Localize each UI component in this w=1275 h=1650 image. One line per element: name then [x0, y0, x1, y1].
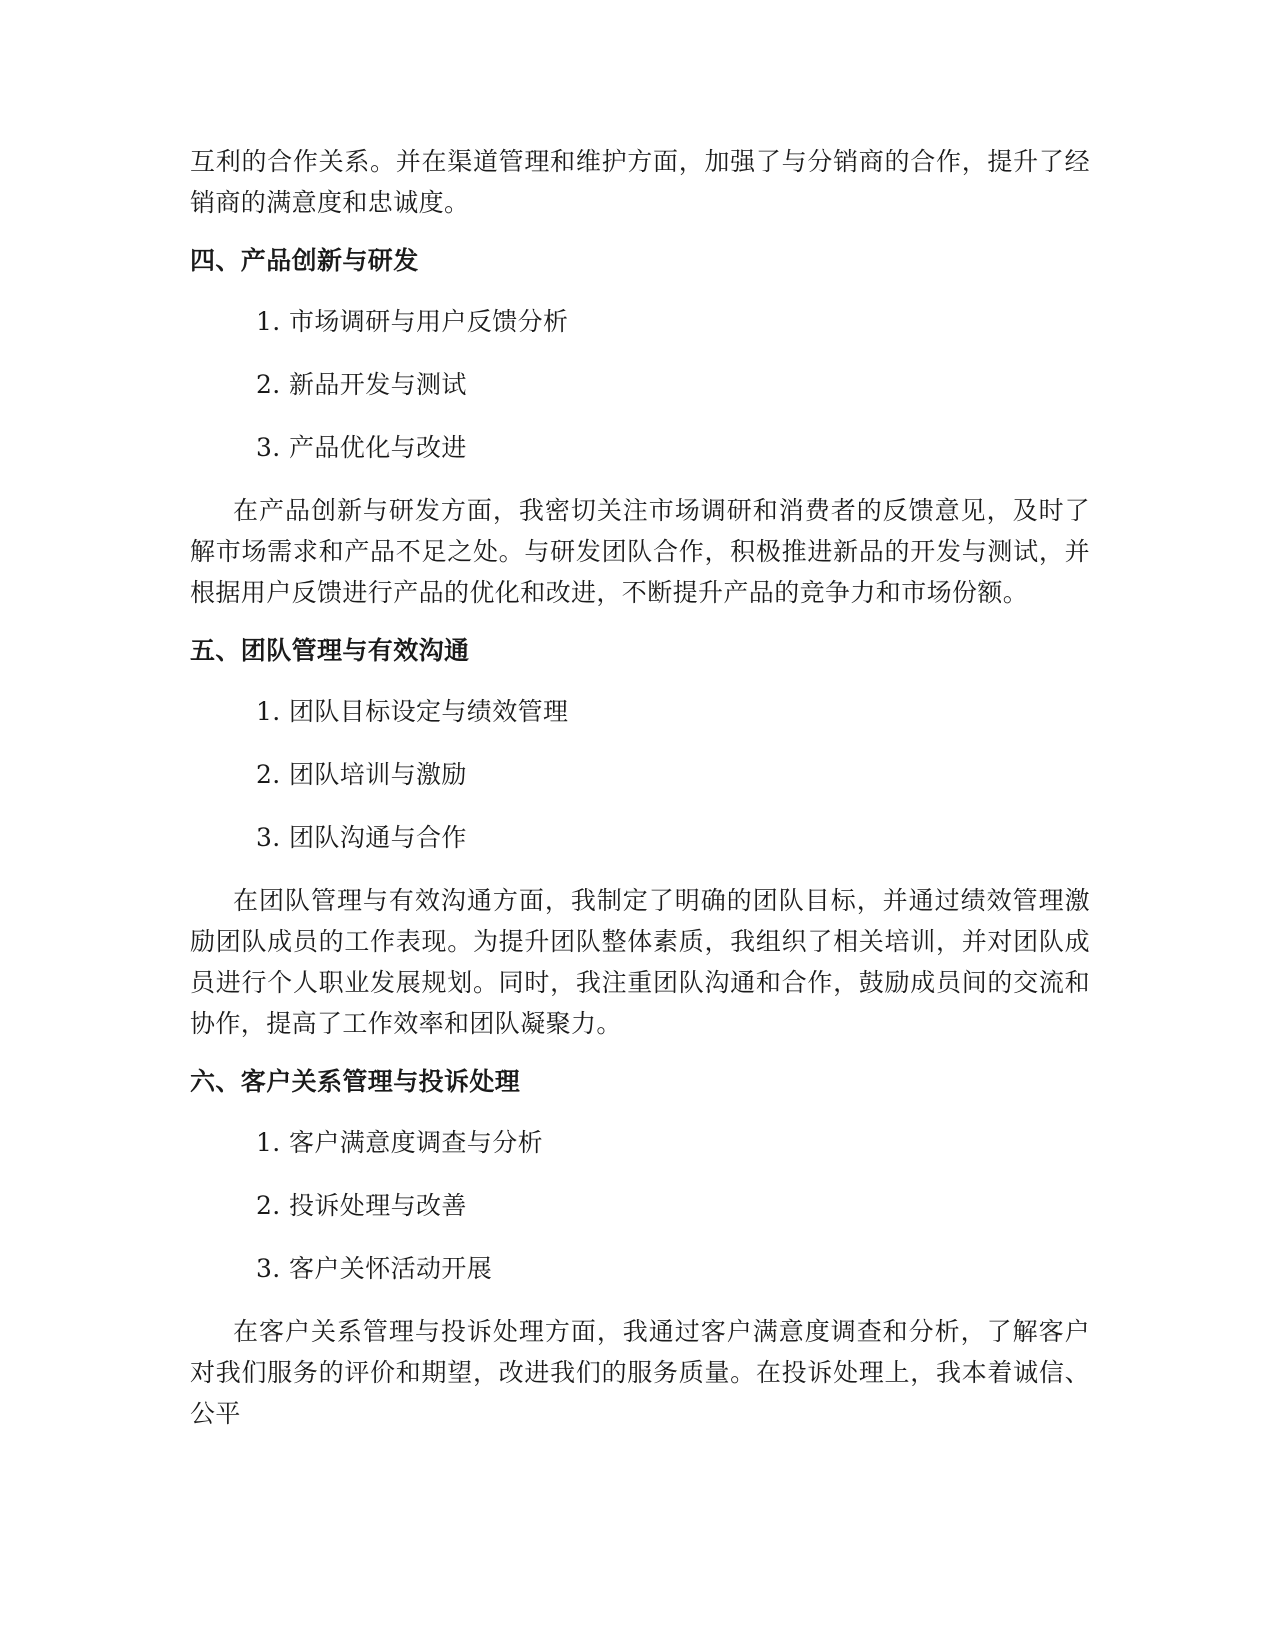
intro-paragraph: 互利的合作关系。并在渠道管理和维护方面，加强了与分销商的合作，提升了经销商的满意度和忠诚度。 [190, 147, 1090, 217]
list-item: 2. 新品开发与测试 [256, 370, 467, 399]
section-list-team-management [190, 691, 1090, 858]
list-item: 3. 团队沟通与合作 [256, 823, 467, 852]
list-item: 3. 产品优化与改进 [256, 433, 467, 462]
list-item: 1. 客户满意度调查与分析 [256, 1128, 544, 1157]
list-item: 1. 市场调研与用户反馈分析 [256, 307, 569, 336]
section-paragraph-team-management: 在团队管理与有效沟通方面，我制定了明确的团队目标，并通过绩效管理激励团队成员的工作表现。为提升团队整体素质，我组织了相关培训，并对团队成员进行个人职业发展规划。同时，我注重团队沟通和合作，鼓励成员间的交流和协作，提高了工作效率和团队凝聚力。 [190, 886, 1090, 1038]
list-item: 1. 团队目标设定与绩效管理 [256, 697, 569, 726]
list-item: 2. 投诉处理与改善 [256, 1191, 467, 1220]
section-paragraph-product-innovation: 在产品创新与研发方面，我密切关注市场调研和消费者的反馈意见，及时了解市场需求和产品不足之处。与研发团队合作，积极推进新品的开发与测试，并根据用户反馈进行产品的优化和改进，不断提升产品的竞争力和市场份额。 [190, 496, 1090, 607]
section-list-product-innovation [190, 301, 1090, 468]
section-heading-product-innovation: 四、产品创新与研发 [190, 246, 419, 275]
list-item: 2. 团队培训与激励 [256, 760, 467, 789]
section-paragraph-customer-relations: 在客户关系管理与投诉处理方面，我通过客户满意度调查和分析，了解客户对我们服务的评价和期望，改进我们的服务质量。在投诉处理上，我本着诚信、公平 [190, 1317, 1090, 1428]
section-heading-team-management: 五、团队管理与有效沟通 [190, 636, 470, 665]
section-heading-customer-relations: 六、客户关系管理与投诉处理 [190, 1067, 521, 1096]
list-item: 3. 客户关怀活动开展 [256, 1254, 493, 1283]
document-page [190, 141, 1090, 1434]
section-list-customer-relations [190, 1122, 1090, 1289]
